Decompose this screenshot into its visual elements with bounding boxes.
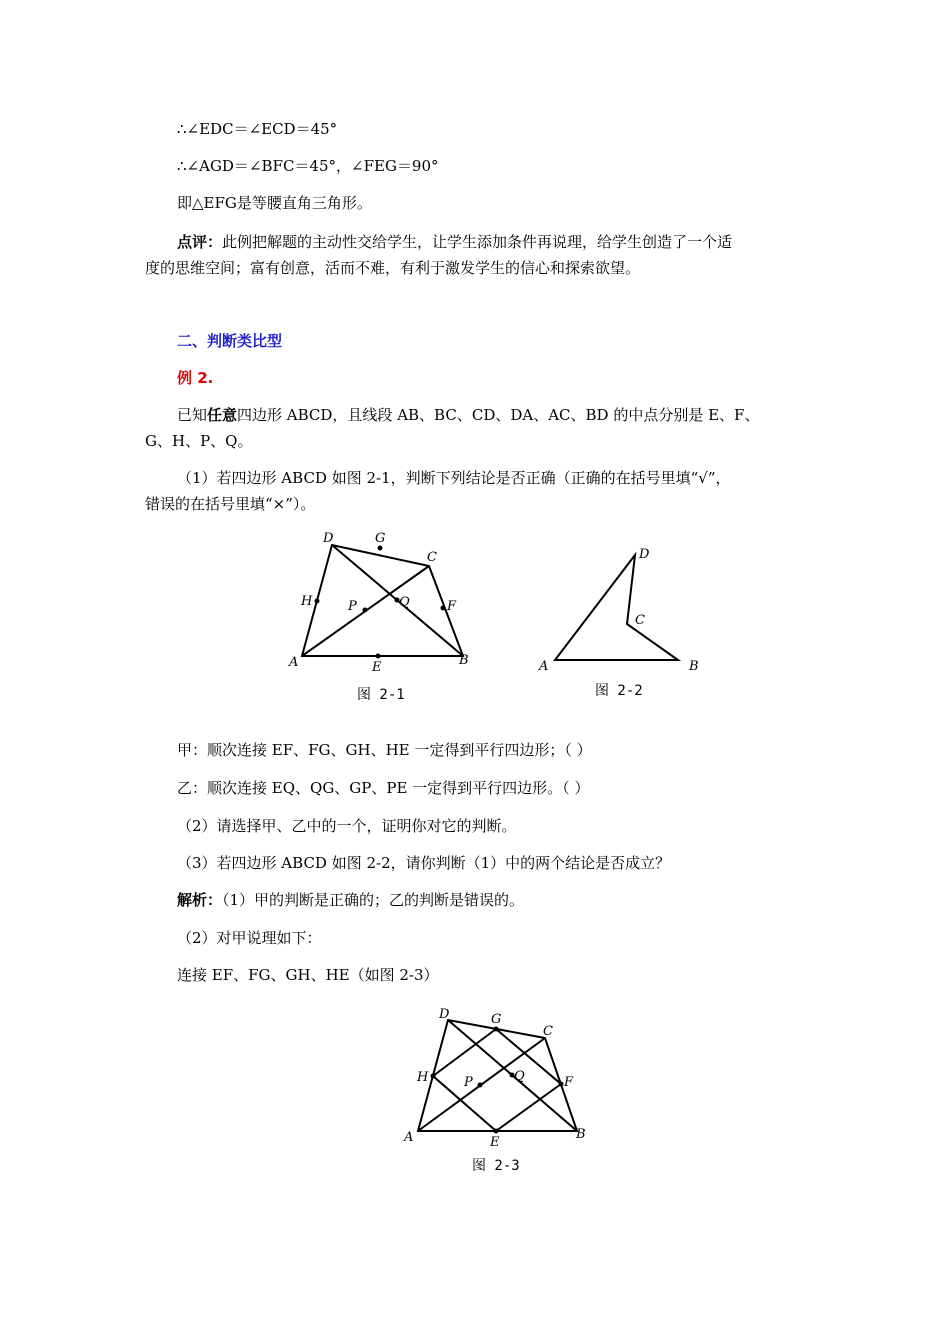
label-c: C [635,613,645,628]
comment-text-1: 此例把解题的主动性交给学生，让学生添加条件再说理，给学生创造了一个适 [222,233,733,251]
solution-label: 解析： [177,891,223,909]
label-p: P [464,1075,473,1090]
label-c: C [543,1024,553,1039]
proof-line-2: ∴∠AGD＝∠BFC＝45°，∠FEG＝90° [177,157,439,175]
label-f: F [447,599,457,614]
point-e [376,654,381,659]
label-e: E [490,1135,500,1150]
solution-line-3: 连接 EF、FG、GH、HE（如图 2-3） [177,966,439,984]
label-a: A [539,659,549,674]
label-e: E [372,660,382,675]
problem-line-1 [0,405,950,425]
point-f [559,1082,564,1087]
label-q: Q [399,595,410,610]
parallelogram-efgh [433,1029,561,1131]
label-c: C [427,550,437,565]
question-2: （2）请选择甲、乙中的一个，证明你对它的判断。 [177,817,517,835]
label-b: B [576,1127,586,1142]
section-title: 二、判断类比型 [177,332,283,350]
label-f: F [564,1075,574,1090]
problem-post: 四边形 ABCD，且线段 AB、BC、CD、DA、AC、BD 的中点分别是 E、F、 [237,406,760,424]
quad-abcd-concave [555,555,678,660]
label-a: A [289,655,299,670]
figure-2-1-caption: 图 2-1 [357,687,405,703]
question-1-line-1: （1）若四边形 ABCD 如图 2-1，判断下列结论是否正确（正确的在括号里填“√”， [177,469,731,487]
solution-text: （1）甲的判断是正确的；乙的判断是错误的。 [222,891,525,909]
problem-line-2: G、H、P、Q。 [145,432,253,450]
figure-2-2-svg [535,540,705,680]
label-g: G [491,1012,502,1027]
label-h: H [417,1070,429,1085]
proof-line-3: 即△EFG是等腰直角三角形。 [177,194,372,212]
label-q: Q [514,1069,525,1084]
figure-2-3-svg [400,1003,600,1153]
label-b: B [689,659,699,674]
point-f [441,606,446,611]
label-p: P [348,599,357,614]
solution-line-1 [0,890,950,910]
point-p [478,1083,483,1088]
point-g [378,546,383,551]
figure-2-2-caption: 图 2-2 [595,683,643,699]
comment-label: 点评： [177,233,223,251]
solution-line-2: （2）对甲说理如下： [177,929,322,947]
point-g [494,1027,499,1032]
figure-2-3-caption: 图 2-3 [472,1158,520,1174]
point-h [431,1074,436,1079]
comment-line-2: 度的思维空间；富有创意，活而不难，有利于激发学生的信心和探索欲望。 [145,259,641,277]
comment-line-1 [0,232,950,252]
label-b: B [459,653,469,668]
label-g: G [375,531,386,546]
figure-2-3 [400,1003,600,1153]
statement-yi: 乙：顺次连接 EQ、QG、GP、PE 一定得到平行四边形。（ ） [177,779,590,797]
problem-bold-word: 任意 [207,406,238,424]
point-h [315,599,320,604]
label-a: A [404,1130,414,1145]
question-3: （3）若四边形 ABCD 如图 2-2，请你判断（1）中的两个结论是否成立？ [177,854,671,872]
label-d: D [639,547,650,562]
proof-line-1: ∴∠EDC＝∠ECD＝45° [177,120,338,138]
question-1-line-2: 错误的在括号里填“×”）。 [145,495,316,513]
label-d: D [323,531,334,546]
label-h: H [301,594,313,609]
point-e [494,1129,499,1134]
problem-pre: 已知 [177,406,208,424]
point-p [363,608,368,613]
figure-2-1-svg [285,528,485,708]
figure-2-1 [285,528,485,708]
label-d: D [439,1007,450,1022]
figure-2-2 [535,540,705,680]
example-title: 例 2. [177,369,214,387]
statement-jia: 甲：顺次连接 EF、FG、GH、HE 一定得到平行四边形；（ ） [177,741,592,759]
